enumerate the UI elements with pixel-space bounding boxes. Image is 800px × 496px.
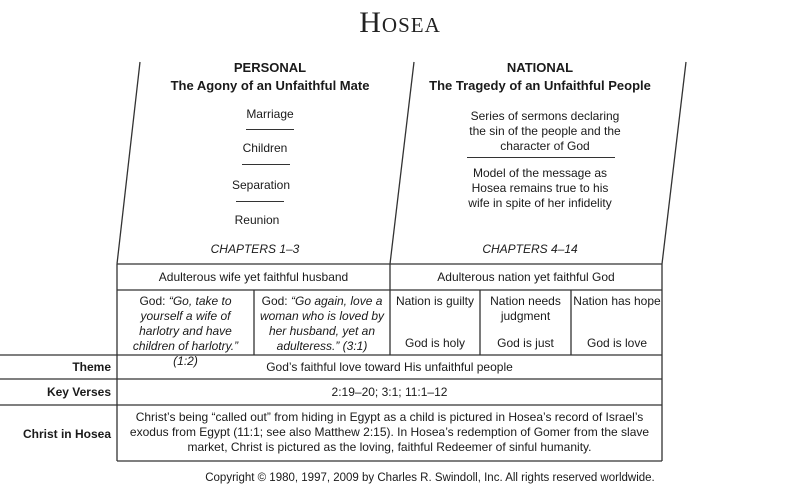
christ-in-hosea-value: Christ’s being “called out” from hiding in Egypt as a child is pictured in Hosea’s record of Israel’s exodus from Egypt (11:1; see also Matthew 2:15). In Hosea’s redemption of Gomer from the slave market, Christ is pictured as the loving, faithful Redeemer of sinful humanity. — [129, 410, 650, 454]
quote-cell-1 — [119, 294, 252, 369]
personal-item-reunion: Reunion — [234, 213, 280, 227]
divider — [242, 164, 290, 165]
quote-prefix: God: — [139, 294, 169, 308]
national-cell-holy: God is holy — [404, 336, 466, 350]
key-verses-label: Key Verses — [46, 385, 111, 399]
national-cell-guilty: Nation is guilty — [395, 294, 475, 308]
divider — [467, 157, 615, 158]
key-verses-value: 2:19–20; 3:1; 11:1–12 — [331, 385, 448, 399]
divider — [246, 129, 294, 130]
national-cell-hope: Nation has hope — [573, 294, 661, 308]
theme-value: God’s faithful love toward His unfaithful people — [266, 360, 513, 374]
quote-cell-2 — [256, 294, 388, 354]
quote-text: “Go again, love a woman who is loved by her husband, yet an adulteress.” (3:1) — [259, 294, 385, 353]
personal-item-children: Children — [242, 141, 288, 155]
personal-heading: PERSONAL — [233, 60, 307, 75]
national-cell-love: God is love — [586, 336, 648, 350]
personal-chapters: CHAPTERS 1–3 — [210, 242, 300, 256]
national-cell-just: God is just — [497, 336, 554, 350]
personal-summary: Adulterous wife yet faithful husband — [158, 270, 349, 284]
copyright: Copyright © 1980, 1997, 2009 by Charles R. Swindoll, Inc. All rights reserved worldwide. — [205, 472, 655, 484]
national-block-sermons: Series of sermons declaring the sin of the people and the character of God — [469, 109, 621, 153]
personal-item-marriage: Marriage — [246, 107, 294, 121]
personal-item-separation: Separation — [231, 178, 291, 192]
national-cell-judgment: Nation needs judgment — [490, 294, 561, 323]
theme-label: Theme — [72, 360, 111, 374]
quote-text: “Go, take to yourself a wife of harlotry and have children of harlotry.” (1:2) — [132, 294, 239, 368]
personal-subheading: The Agony of an Unfaithful Mate — [170, 78, 370, 93]
national-chapters: CHAPTERS 4–14 — [482, 242, 578, 256]
national-heading: NATIONAL — [506, 60, 574, 75]
national-subheading: The Tragedy of an Unfaithful People — [429, 78, 651, 93]
divider — [236, 201, 284, 202]
quote-prefix: God: — [261, 294, 291, 308]
page-title: Hosea — [359, 6, 441, 39]
national-summary: Adulterous nation yet faithful God — [437, 270, 615, 284]
national-block-model: Model of the message as Hosea remains true to his wife in spite of her infidelity — [468, 166, 612, 210]
christ-in-hosea-label: Christ in Hosea — [22, 427, 111, 441]
